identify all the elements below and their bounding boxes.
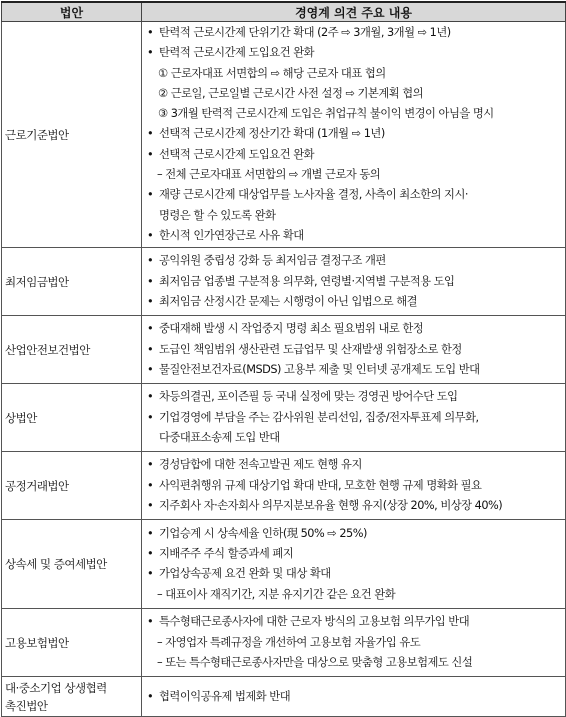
opinion-dash-line (145, 585, 565, 605)
opinion-text: 특수형태근로종사자에 대한 근로자 방식의 고용보험 의무가입 반대 (159, 615, 470, 629)
opinion-text: 차등의결권, 포이즌필 등 국내 실정에 맞는 경영권 방어수단 도입 (159, 390, 458, 404)
opinion-cell (142, 22, 566, 248)
policy-table (1, 1, 566, 717)
opinion-text: 기업승계 시 상속세율 인하(現 50% ⇨ 25%) (159, 526, 367, 540)
opinion-dash-line (145, 165, 565, 185)
bullet-icon: • (147, 342, 154, 356)
bullet-icon: • (147, 615, 154, 629)
table-row (2, 452, 566, 520)
bullet-icon: • (147, 26, 154, 39)
bullet-icon: • (147, 228, 154, 242)
opinion-text: 중대재해 발생 시 작업중지 명령 최소 필요범위 내로 한정 (159, 322, 424, 336)
opinion-bullet-line (145, 408, 565, 428)
table-row (2, 248, 566, 316)
opinion-text: 도급인 책임범위 생산관련 도급업무 및 산재발생 위험장소로 한정 (159, 342, 462, 356)
opinion-text: 최저임금 산정시간 문제는 시행령이 아닌 입법으로 해결 (159, 294, 418, 308)
table-row (2, 520, 566, 609)
opinion-text: – 자영업자 특례규정을 개선하여 고용보험 자율가입 유도 (157, 635, 421, 649)
table-row (2, 22, 566, 248)
opinion-text: 경성담합에 대한 전속고발권 제도 현행 유지 (159, 458, 362, 472)
bullet-icon: • (147, 147, 154, 161)
opinion-cont-line (145, 206, 565, 226)
law-name: 근로기준법안 (2, 22, 142, 248)
bullet-icon: • (147, 188, 154, 202)
opinion-text: 협력이익공유제 법제화 반대 (159, 689, 291, 703)
opinion-cell (142, 248, 566, 316)
opinion-bullet-line (145, 145, 565, 165)
opinion-bullet-line (145, 496, 565, 516)
opinion-text: 명령은 할 수 있도록 완화 (159, 208, 276, 222)
opinion-text: – 대표이사 재직기간, 지분 유지기간 같은 요건 완화 (157, 587, 396, 601)
bullet-icon: • (147, 478, 154, 492)
opinion-bullet-line (145, 272, 565, 292)
opinion-bullet-line (145, 251, 565, 271)
opinion-text: 사익편취행위 규제 대상기업 확대 반대, 모호한 현행 규제 명확화 필요 (159, 478, 482, 492)
table-body (2, 22, 566, 717)
opinion-text: ② 근로일, 근로일별 근로시간 사전 설정 ⇨ 기본계획 협의 (158, 86, 424, 100)
bullet-icon: • (147, 322, 154, 336)
bullet-icon: • (147, 410, 154, 424)
opinion-bullet-line (145, 564, 565, 584)
opinion-bullet-line (145, 476, 565, 496)
law-name: 공정거래법안 (2, 452, 142, 520)
opinion-cell (142, 452, 566, 520)
opinion-text: 물질안전보건자료(MSDS) 고용부 제출 및 인터넷 공개제도 도입 반대 (159, 362, 480, 376)
bullet-icon: • (147, 46, 154, 60)
opinion-text: 선택적 근로시간제 정산기간 확대 (1개월 ⇨ 1년) (159, 127, 385, 141)
opinion-bullet-line (145, 319, 565, 339)
opinion-sub-line (145, 104, 565, 124)
opinion-bullet-line (145, 23, 565, 43)
opinion-text: – 전체 근로자대표 서면합의 ⇨ 개별 근로자 동의 (157, 168, 381, 182)
opinion-cell (142, 609, 566, 677)
opinion-dash-line (145, 653, 565, 673)
opinion-text: 최저임금 업종별 구분적용 의무화, 연령별·지역별 구분적용 도입 (159, 274, 455, 288)
opinion-text: ① 근로자대표 서면합의 ⇨ 해당 근로자 대표 협의 (158, 66, 386, 80)
bullet-icon: • (147, 689, 154, 703)
bullet-icon: • (147, 294, 154, 308)
table-row (2, 316, 566, 384)
header-law: 법안 (2, 2, 142, 22)
opinion-text: 가업상속공제 요건 완화 및 대상 확대 (159, 567, 331, 581)
opinion-sub-line (145, 64, 565, 84)
table-row (2, 677, 566, 717)
opinion-text: 다중대표소송제 도입 반대 (159, 430, 280, 444)
opinion-text: – 또는 특수형태근로종사자만을 대상으로 맞춤형 고용보험제도 신설 (157, 655, 473, 669)
law-name: 고용보험법안 (2, 609, 142, 677)
opinion-bullet-line (145, 612, 565, 632)
opinion-text: 한시적 인가연장근로 사유 확대 (159, 228, 304, 242)
table-header-row (2, 2, 566, 22)
bullet-icon: • (147, 498, 154, 512)
opinion-cell (142, 677, 566, 717)
law-name: 상법안 (2, 384, 142, 452)
bullet-icon: • (147, 127, 154, 141)
opinion-bullet-line (145, 455, 565, 475)
opinion-text: 공익위원 중립성 강화 등 최저임금 결정구조 개편 (159, 254, 386, 268)
opinion-bullet-line (145, 43, 565, 63)
opinion-text: 선택적 근로시간제 도입요건 완화 (159, 147, 315, 161)
bullet-icon: • (147, 526, 154, 540)
opinion-bullet-line (145, 292, 565, 312)
law-name: 최저임금법안 (2, 248, 142, 316)
bullet-icon: • (147, 362, 154, 376)
opinion-sub-line (145, 84, 565, 104)
opinion-cont-line (145, 428, 565, 448)
opinion-text: 기업경영에 부담을 주는 감사위원 분리선임, 집중/전자투표제 의무화, (159, 410, 479, 424)
opinion-cell (142, 384, 566, 452)
bullet-icon: • (147, 274, 154, 288)
opinion-text: 탄력적 근로시간제 도입요건 완화 (159, 46, 315, 60)
bullet-icon: • (147, 390, 154, 404)
table-row (2, 384, 566, 452)
opinion-cell (142, 316, 566, 384)
bullet-icon: • (147, 458, 154, 472)
opinion-bullet-line (145, 340, 565, 360)
opinion-cell (142, 520, 566, 609)
opinion-bullet-line (145, 360, 565, 380)
opinion-text: 지주회사 자·손자회사 의무지분보유율 현행 유지(상장 20%, 비상장 40%) (159, 498, 503, 512)
opinion-bullet-line (145, 544, 565, 564)
opinion-text: ③ 3개월 탄력적 근로시간제 도입은 취업규칙 불이익 변경이 아님을 명시 (158, 107, 494, 121)
opinion-text: 지배주주 주식 할증과세 폐지 (159, 546, 294, 560)
header-opinion: 경영계 의견 주요 내용 (142, 2, 566, 22)
opinion-text: 탄력적 근로시간제 단위기간 확대 (2주 ⇨ 3개월, 3개월 ⇨ 1년) (159, 26, 451, 39)
table-row (2, 609, 566, 677)
opinion-bullet-line (145, 185, 565, 205)
opinion-bullet-line (145, 124, 565, 144)
bullet-icon: • (147, 254, 154, 268)
bullet-icon: • (147, 546, 154, 560)
law-name: 산업안전보건법안 (2, 316, 142, 384)
opinion-bullet-line (145, 687, 565, 707)
opinion-text: 재량 근로시간제 대상업무를 노사자율 결정, 사측이 최소한의 지시· (159, 188, 468, 202)
opinion-dash-line (145, 633, 565, 653)
opinion-bullet-line (145, 387, 565, 407)
law-name: 대·중소기업 상생협력 촉진법안 (2, 677, 142, 717)
law-name: 상속세 및 증여세법안 (2, 520, 142, 609)
opinion-bullet-line (145, 524, 565, 544)
bullet-icon: • (147, 567, 154, 581)
opinion-bullet-line (145, 226, 565, 246)
